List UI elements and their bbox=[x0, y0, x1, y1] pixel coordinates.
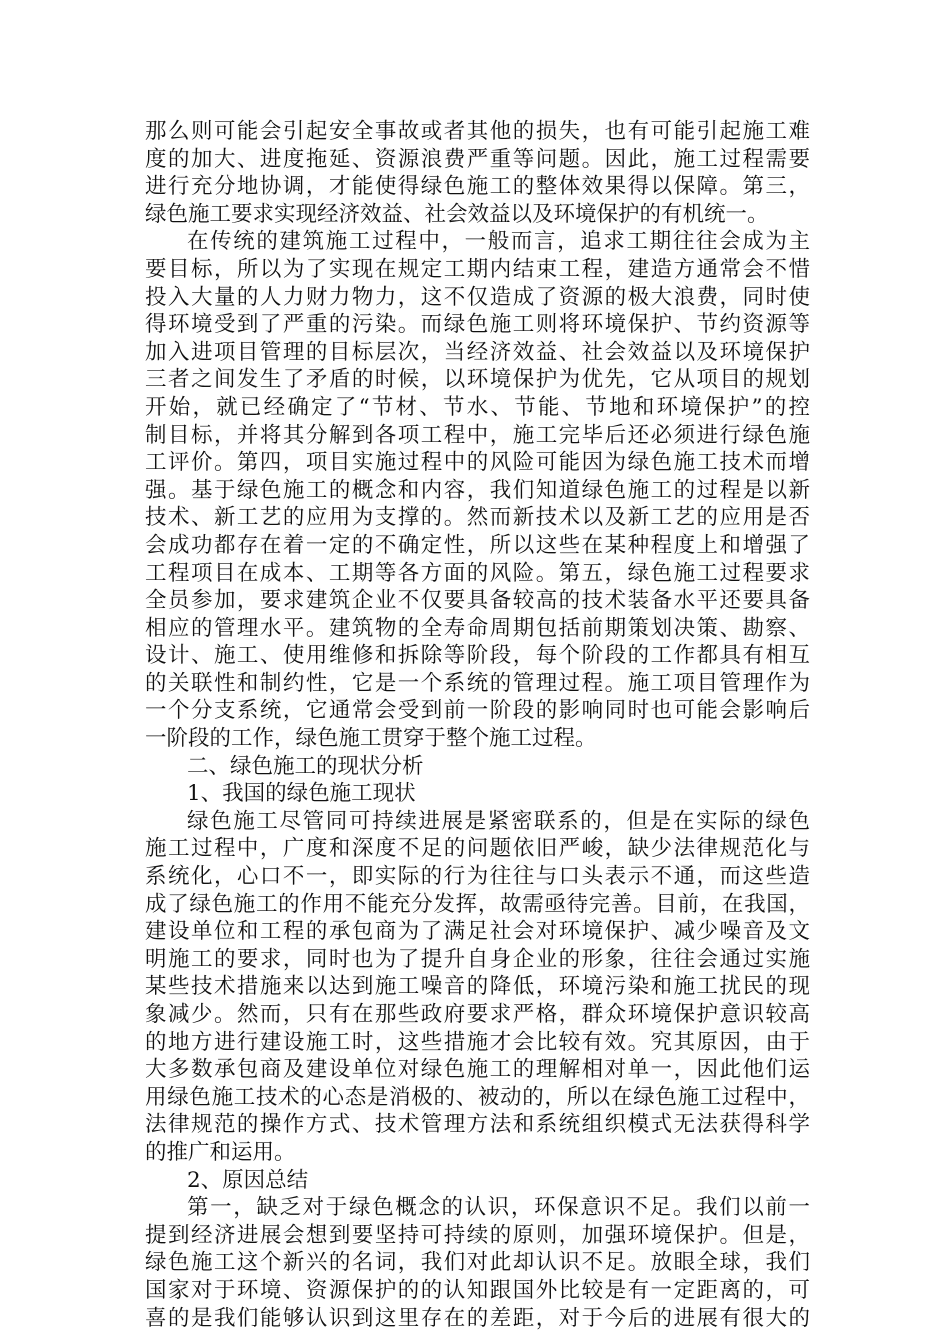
text-line: 技术、新工艺的应用为支撑的。然而新技术以及新工艺的应用是否 bbox=[145, 505, 810, 531]
body-text bbox=[145, 118, 810, 1332]
text-line: 工评价。第四，项目实施过程中的风险可能因为绿色施工技术而增 bbox=[145, 450, 810, 476]
text-line: 建设单位和工程的承包商为了满足社会对环境保护、减少噪音及文 bbox=[145, 919, 810, 945]
text-line: 设计、施工、使用维修和拆除等阶段，每个阶段的工作都具有相互 bbox=[145, 643, 810, 669]
text-line: 那么则可能会引起安全事故或者其他的损失，也有可能引起施工难 bbox=[145, 119, 810, 144]
text-line: 2、原因总结 bbox=[187, 1167, 309, 1193]
text-line: 二、绿色施工的现状分析 bbox=[187, 753, 424, 779]
text-line: 大多数承包商及建设单位对绿色施工的理解相对单一，因此他们运 bbox=[145, 1057, 810, 1083]
text-line: 会成功都存在着一定的不确定性，所以这些在某种程度上和增强了 bbox=[145, 532, 810, 558]
text-line: 一阶段的工作，绿色施工贯穿于整个施工过程。 bbox=[145, 726, 597, 752]
text-line: 进行充分地协调，才能使得绿色施工的整体效果得以保障。第三， bbox=[145, 174, 810, 200]
text-line: 用绿色施工技术的心态是消极的、被动的，所以在绿色施工过程中， bbox=[145, 1084, 810, 1110]
text-line: 1、我国的绿色施工现状 bbox=[187, 781, 416, 807]
text-line: 某些技术措施来以达到施工噪音的降低，环境污染和施工扰民的现 bbox=[145, 974, 810, 1000]
text-line: 得环境受到了严重的污染。而绿色施工则将环境保护、节约资源等 bbox=[145, 312, 810, 338]
text-line: 全员参加，要求建筑企业不仅要具备较高的技术装备水平还要具备 bbox=[145, 588, 810, 614]
text-line: 投入大量的人力财力物力，这不仅造成了资源的极大浪费，同时使 bbox=[145, 284, 810, 310]
text-line: 法律规范的操作方式、技术管理方法和系统组织模式无法获得科学 bbox=[145, 1112, 810, 1138]
text-line: 系统化，心口不一，即实际的行为往往与口头表示不通，而这些造 bbox=[145, 864, 810, 890]
text-line: 的推广和运用。 bbox=[145, 1139, 296, 1165]
text-line: 绿色施工尽管同可持续进展是紧密联系的，但是在实际的绿色 bbox=[187, 808, 810, 834]
text-line: 施工过程中，广度和深度不足的问题依旧严峻，缺少法律规范化与 bbox=[145, 836, 810, 862]
text-line: 度的加大、进度拖延、资源浪费严重等问题。因此，施工过程需要 bbox=[145, 146, 810, 172]
text-line: 绿色施工要求实现经济效益、社会效益以及环境保护的有机统一。 bbox=[145, 201, 769, 227]
text-line: 开始，就已经确定了“节材、节水、节能、节地和环境保护”的控 bbox=[145, 394, 810, 420]
text-line: 绿色施工这个新兴的名词，我们对此却认识不足。放眼全球，我们 bbox=[145, 1250, 810, 1276]
text-line: 第一，缺乏对于绿色概念的认识，环保意识不足。我们以前一 bbox=[187, 1195, 810, 1221]
text-line: 象减少。然而，只有在那些政府要求严格，群众环境保护意识较高 bbox=[145, 1002, 810, 1027]
text-line: 在传统的建筑施工过程中，一般而言，追求工期往往会成为主 bbox=[187, 229, 810, 255]
text-line: 一个分支系统，它通常会受到前一阶段的影响同时也可能会影响后 bbox=[145, 698, 810, 724]
text-line: 工程项目在成本、工期等各方面的风险。第五，绿色施工过程要求 bbox=[145, 560, 810, 586]
text-line: 喜的是我们能够认识到这里存在的差距，对于今后的进展有很大的 bbox=[145, 1305, 810, 1331]
text-line: 提到经济进展会想到要坚持可持续的原则，加强环境保护。但是， bbox=[145, 1222, 810, 1248]
text-line: 三者之间发生了矛盾的时候，以环境保护为优先，它从项目的规划 bbox=[145, 367, 810, 393]
text-line: 国家对于环境、资源保护的的认知跟国外比较是有一定距离的，可 bbox=[145, 1277, 810, 1303]
text-line: 加入进项目管理的目标层次，当经济效益、社会效益以及环境保护 bbox=[145, 339, 810, 365]
text-line: 制目标，并将其分解到各项工程中，施工完毕后还必须进行绿色施 bbox=[145, 422, 810, 448]
text-line: 的地方进行建设施工时，这些措施才会比较有效。究其原因，由于 bbox=[145, 1029, 810, 1055]
text-line: 强。基于绿色施工的概念和内容，我们知道绿色施工的过程是以新 bbox=[145, 477, 810, 503]
text-line: 相应的管理水平。建筑物的全寿命周期包括前期策划决策、勘察、 bbox=[145, 615, 810, 641]
text-line: 的关联性和制约性，它是一个系统的管理过程。施工项目管理作为 bbox=[145, 670, 810, 696]
text-line: 成了绿色施工的作用不能充分发挥，故需亟待完善。目前，在我国， bbox=[145, 891, 810, 917]
text-line: 明施工的要求，同时也为了提升自身企业的形象，往往会通过实施 bbox=[145, 946, 810, 972]
text-line: 要目标，所以为了实现在规定工期内结束工程，建造方通常会不惜 bbox=[145, 256, 810, 282]
